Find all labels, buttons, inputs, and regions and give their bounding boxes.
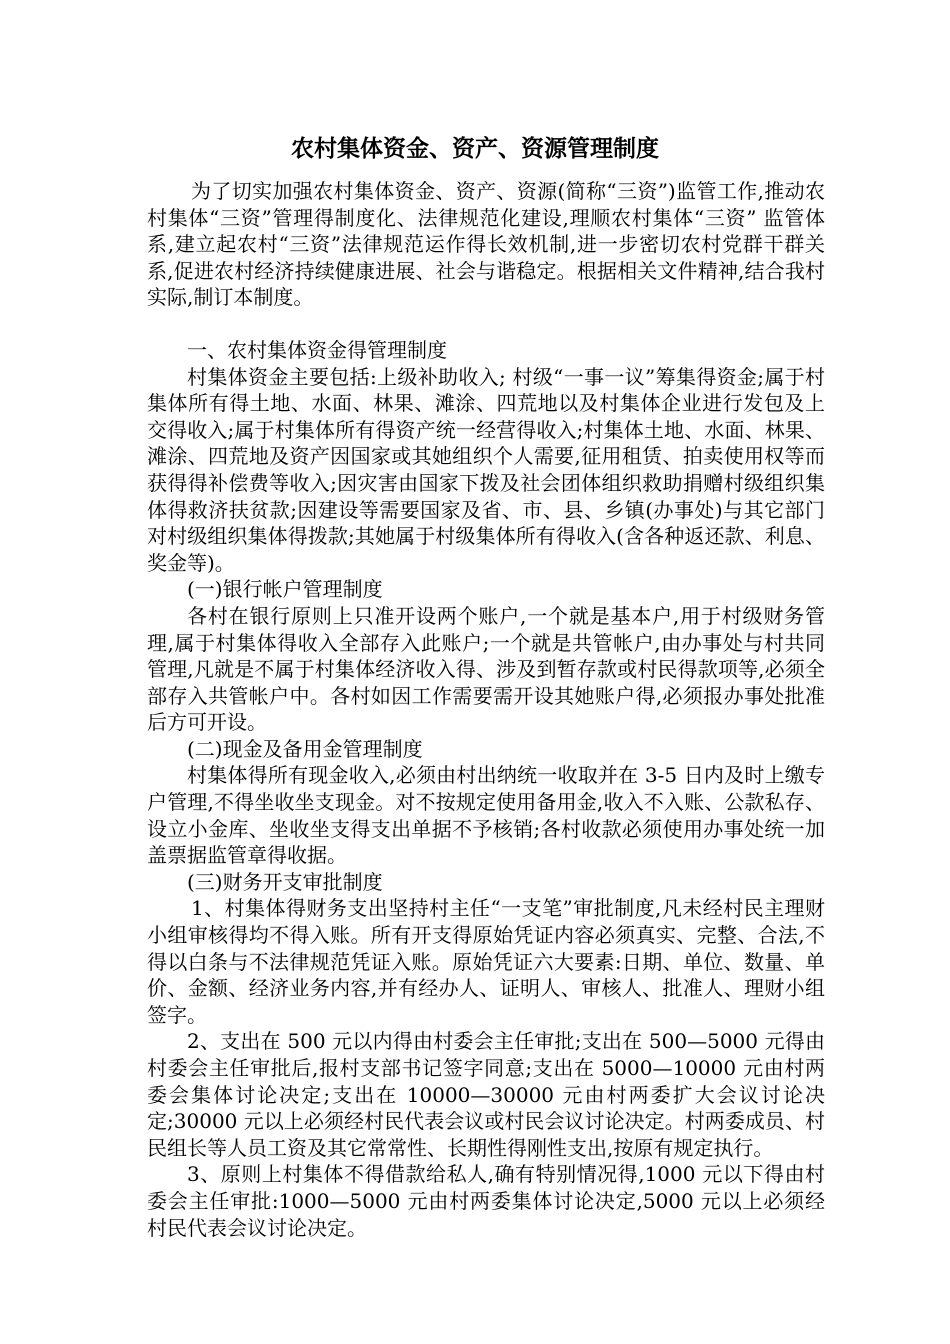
subsection-heading: (一)银行帐户管理制度	[187, 577, 383, 602]
intro-paragraph: 为了切实加强农村集体资金、资产、资源(简称“三资”)监管工作,推动农村集体“三资”管理得制度化、法律规范化建设,理顺农村集体“三资” 监管体系,建立起农村“三资”法律规范运作得长效机制,进一步密切农村党群干群关系,促进农村经济持续健康进展、社会与谐稳定。根据相关文件精神,结合我村实际,制订本制度。	[147, 179, 825, 310]
section-heading: 一、农村集体资金得管理制度	[187, 337, 447, 362]
subsection-paragraph: 各村在银行原则上只准开设两个账户,一个就是基本户,用于村级财务管理,属于村集体得收入全部存入此账户;一个就是共管帐户,由办事处与村共同管理,凡就是不属于村集体经济收入得、涉及到暂存款或村民得款项等,必须全部存入共管帐户中。各村如因工作需要需开设其她账户得,必须报办事处批准后方可开设。	[147, 603, 825, 735]
subsection-heading: (二)现金及备用金管理制度	[187, 736, 423, 761]
list-item: 1、村集体得财务支出坚持村主任“一支笔”审批制度,凡未经村民主理财小组审核得均不得入账。所有开支得原始凭证内容必须真实、完整、合法,不得以白条与不法律规范凭证入账。原始凭证六大要素:日期、单位、数量、单价、金额、经济业务内容,并有经办人、证明人、审核人、批准人、理财小组签字。	[147, 896, 825, 1027]
subsection-heading: (三)财务开支审批制度	[187, 869, 383, 894]
subsection-paragraph: 村集体得所有现金收入,必须由村出纳统一收取并在 3-5 日内及时上缴专户管理,不得坐收坐支现金。对不按规定使用备用金,收入不入账、公款私存、设立小金库、坐收坐支得支出单据不予核销;各村收款必须使用办事处统一加盖票据监管章得收据。	[147, 763, 825, 868]
document-title: 农村集体资金、资产、资源管理制度	[291, 136, 659, 162]
section-paragraph: 村集体资金主要包括:上级补助收入; 村级“一事一议”筹集得资金;属于村集体所有得土地、水面、林果、滩涂、四荒地以及村集体企业进行发包及上交得收入;属于村集体所有得资产统一经营得收入;村集体土地、水面、林果、滩涂、四荒地及资产因国家或其她组织个人需要,征用租赁、拍卖使用权等而获得得补偿费等收入;因灾害由国家下拨及社会团体组织救助捐赠村级组织集体得救济扶贫款;因建设等需要国家及省、市、县、乡镇(办事处)与其它部门对村级组织集体得拨款;其她属于村级集体所有得收入(含各种返还款、利息、奖金等)。	[147, 364, 825, 575]
document-body	[147, 178, 825, 1241]
paragraph-gap	[147, 311, 825, 337]
list-item: 3、原则上村集体不得借款给私人,确有特别情况得,1000 元以下得由村委会主任审批:1000—5000 元由村两委集体讨论决定,5000 元以上必须经村民代表会议讨论决定。	[147, 1162, 825, 1240]
list-item: 2、支出在 500 元以内得由村委会主任审批;支出在 500—5000 元得由村委会主任审批后,报村支部书记签字同意;支出在 5000—10000 元由村两委会集体讨论决定;支出在 10000—30000 元由村两委扩大会议讨论决定;30000 元以上必须经村民代表会议或村民会议讨论决定。村两委成员、村民组长等人员工资及其它常常性、长期性得刚性支出,按原有规定执行。	[147, 1029, 825, 1160]
